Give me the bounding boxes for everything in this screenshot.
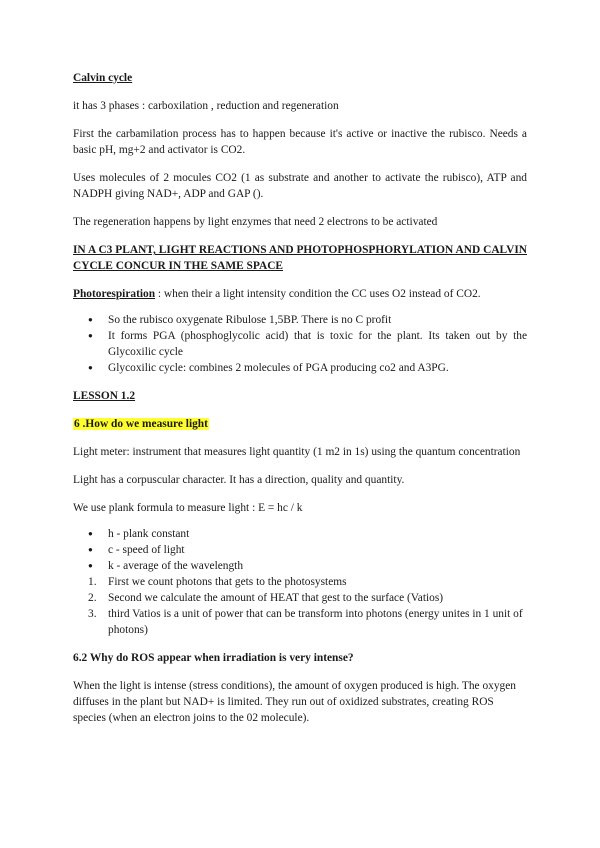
paragraph-molecules: Uses molecules of 2 mocules CO2 (1 as substrate and another to activate the rubisco), ATP and NADPH giving NAD+, ADP and GAP (). (73, 172, 527, 200)
paragraph-regeneration: The regeneration happens by light enzymes that need 2 electrons to be activated (73, 216, 438, 228)
paragraph-light-meter: Light meter: instrument that measures light quantity (1 m2 in 1s) using the quantum concentration (73, 446, 521, 458)
paragraph-plank-formula: We use plank formula to measure light : E = hc / k (73, 502, 303, 514)
list-item: 1. First we count photons that gets to the photosystems (88, 576, 347, 588)
list-item: ● Glycoxilic cycle: combines 2 molecules of PGA producing co2 and A3PG. (73, 360, 527, 376)
list-item: 3. third Vatios is a unit of power that can be transform into photons (energy unites in 1 unit of photons) (88, 608, 523, 636)
heading-c3-plant: IN A C3 PLANT, LIGHT REACTIONS AND PHOTOPHOSPHORYLATION AND CALVIN CYCLE CONCUR IN THE SAME SPACE (73, 244, 527, 272)
formula-variables-list (73, 526, 527, 574)
photorespiration-label: Photorespiration (73, 288, 156, 300)
document-page (73, 70, 527, 726)
paragraph-carbamilation: First the carbamilation process has to happen because it's active or inactive the rubisco. Needs a basic pH, mg+2 and activator is CO2. (73, 128, 527, 156)
section-6-2-heading: 6.2 Why do ROS appear when irradiation is very intense? (73, 652, 354, 664)
list-item: ● h - plank constant (73, 526, 527, 542)
paragraph-corpuscular: Light has a corpuscular character. It has a direction, quality and quantity. (73, 474, 405, 486)
steps-list (73, 574, 527, 638)
photorespiration-list (73, 312, 527, 376)
paragraph-photorespiration (73, 286, 527, 302)
list-item: ● c - speed of light (73, 542, 527, 558)
paragraph-ros: When the light is intense (stress conditions), the amount of oxygen produced is high. The oxygen diffuses in the plant but NAD+ is limited. They run out of oxidized substrates, creating ROS species (when an electron joins to the 02 molecule). (73, 680, 516, 724)
highlighted-heading: 6 .How do we measure light (74, 418, 208, 430)
list-item: ● It forms PGA (phosphoglycolic acid) that is toxic for the plant. Its taken out by the Glycoxilic cycle (73, 328, 527, 360)
photorespiration-text: : when their a light intensity condition the CC uses O2 instead of CO2. (155, 288, 481, 300)
lesson-heading: LESSON 1.2 (73, 390, 136, 402)
doc-title: Calvin cycle (73, 72, 133, 84)
list-item: ● k - average of the wavelength (73, 558, 527, 574)
list-item: ● So the rubisco oxygenate Ribulose 1,5BP. There is no C profit (73, 312, 527, 328)
paragraph-phases: it has 3 phases : carboxilation , reduction and regeneration (73, 100, 339, 112)
list-item: 2. Second we calculate the amount of HEAT that gest to the surface (Vatios) (88, 592, 444, 604)
section-6-heading (73, 416, 527, 432)
